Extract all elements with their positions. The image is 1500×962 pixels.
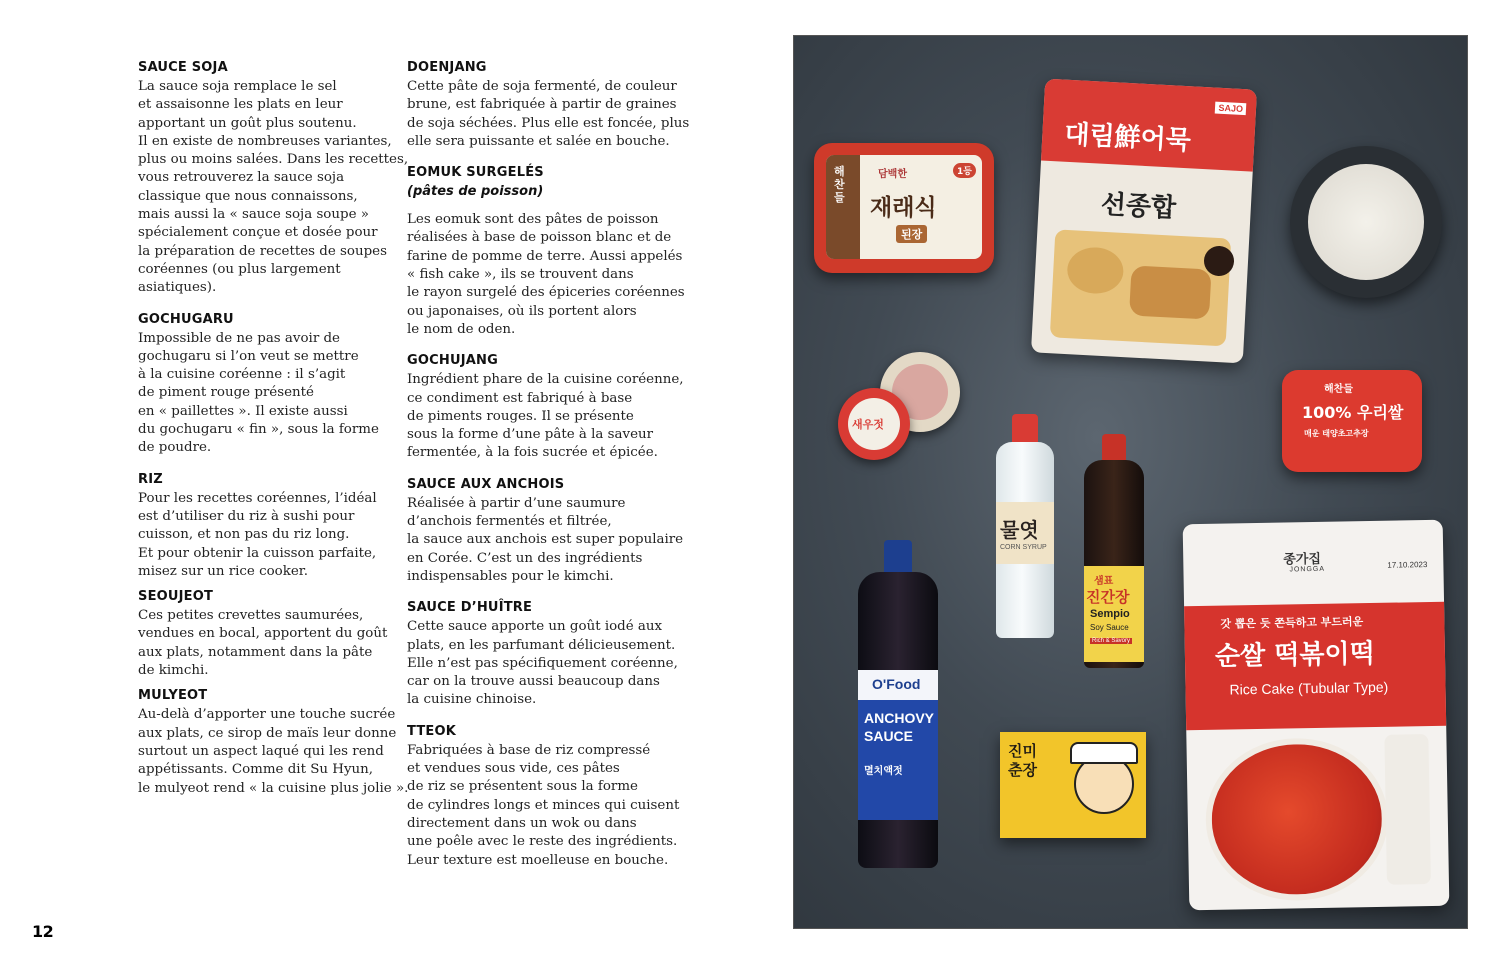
body-line: farine de pomme de terre. Aussi appelés <box>407 248 683 264</box>
body-line: surtout un aspect laqué qui les rend <box>138 743 384 759</box>
fishcake-brand: SAJO <box>1215 102 1246 116</box>
body-line: le rayon surgelé des épiceries coréennes <box>407 285 685 301</box>
body-line: du gochugaru « fin », sous la forme <box>138 422 379 438</box>
section-heading: SEOUJEOT <box>138 589 214 605</box>
body-line: de poudre. <box>138 440 212 456</box>
anchovy-sub: 멸치액젓 <box>864 766 903 777</box>
body-line: La sauce soja remplace le sel <box>138 79 337 94</box>
body-line: plats, en les parfumant délicieusement. <box>407 637 676 653</box>
body-line: vendues en bocal, apportent du goût <box>138 626 388 642</box>
soy-sauce-en: Sempio <box>1090 608 1130 620</box>
section-gochugaru <box>138 310 392 458</box>
body-line: Les eomuk sont des pâtes de poisson <box>407 212 659 228</box>
body-line: d’anchois fermentés et filtrée, <box>407 514 612 530</box>
doenjang-name: 재래식 <box>870 195 937 221</box>
body-line: la sauce aux anchois est super populaire <box>407 532 684 548</box>
doenjang-sub: 된장 <box>896 225 927 243</box>
anchovy-brand: O'Food <box>872 676 921 692</box>
body-line: de soja séchées. Plus elle est foncée, plus <box>407 115 690 131</box>
tteok-tagline: 갓 뽑은 듯 쫀득하고 부드러운 <box>1220 615 1364 631</box>
body-line: Leur texture est moelleuse en bouche. <box>407 852 669 868</box>
body-line: gochugaru si l’on veut se mettre <box>138 348 359 364</box>
body-line: aux plats, ce sirop de maïs leur donne <box>138 725 397 741</box>
section-riz <box>138 470 392 581</box>
body-line: mais aussi la « sauce soja soupe » <box>138 207 369 223</box>
body-line: la cuisine chinoise. <box>407 692 537 708</box>
body-line: Réalisée à partir d’une saumure <box>407 495 626 511</box>
body-line: aux plats, notamment dans la pâte <box>138 644 373 660</box>
body-line: cuisson, et non pas du riz long. <box>138 527 350 543</box>
body-line: appétissants. Comme dit Su Hyun, <box>138 762 374 778</box>
body-line: Ces petites crevettes saumurées, <box>138 608 364 624</box>
tteok-date: 17.10.2023 <box>1387 560 1428 570</box>
anchovy-name-1: ANCHOVY <box>864 710 935 726</box>
body-line: coréennes (ou plus largement <box>138 261 341 277</box>
section-heading: MULYEOT <box>138 688 208 704</box>
body-line: misez sur un rice cooker. <box>138 563 308 579</box>
middle-text-column <box>407 58 690 870</box>
body-line: et assaisonne les plats en leur <box>138 97 343 113</box>
body-line: directement dans un wok ou dans <box>407 815 637 831</box>
doenjang-tub <box>814 143 994 273</box>
section-sauce-anchois <box>407 475 684 586</box>
chunjang-name: 진미춘장 <box>1008 742 1037 779</box>
tteok-en: Rice Cake (Tubular Type) <box>1229 678 1389 698</box>
chunjang-box <box>1000 732 1146 838</box>
section-heading: SAUCE SOJA <box>138 60 228 75</box>
body-line: Il en existe de nombreuses variantes, <box>138 133 392 149</box>
section-mulyeot <box>138 686 409 797</box>
anchovy-sauce-bottle <box>852 540 944 870</box>
body-line: classique que nous connaissons, <box>138 188 358 204</box>
rice-bowl <box>1290 146 1442 298</box>
section-eomuk <box>407 163 685 339</box>
body-line: ou japonaises, où ils portent alors <box>407 303 637 319</box>
fishcake-bag <box>1031 79 1257 364</box>
soy-sauce-tag: Rich & Savory <box>1092 638 1131 644</box>
corn-syrup-sub: CORN SYRUP <box>1000 544 1047 551</box>
fishcake-title: 대림鮮어묵 <box>1063 119 1192 157</box>
section-heading: DOENJANG <box>407 60 487 75</box>
body-line: de kimchi. <box>138 663 209 679</box>
tteok-bag <box>1183 520 1450 910</box>
body-line: brune, est fabriquée à partir de graines <box>407 97 677 113</box>
section-heading: SAUCE D’HUÎTRE <box>407 600 533 616</box>
body-line: elle sera puissante et salée en bouche. <box>407 133 670 149</box>
fishcake-name: 선종합 <box>1100 189 1177 224</box>
section-heading: EOMUK SURGELÉS <box>407 165 544 181</box>
section-heading: GOCHUGARU <box>138 311 234 327</box>
body-line: Ingrédient phare de la cuisine coréenne, <box>407 372 684 388</box>
body-line: de piments rouges. Il se présente <box>407 408 634 424</box>
corn-syrup-name: 물엿 <box>1000 518 1039 542</box>
body-line: Cette pâte de soja fermenté, de couleur <box>407 79 677 94</box>
body-line: car on la trouve aussi beaucoup dans <box>407 674 660 690</box>
body-line: vous retrouverez la sauce soja <box>138 170 345 186</box>
body-line: est d’utiliser du riz à sushi pour <box>138 508 355 524</box>
body-line: Impossible de ne pas avoir de <box>138 330 340 346</box>
soy-sauce-name: 진간장 <box>1086 588 1130 606</box>
body-line: la préparation de recettes de soupes <box>138 243 387 259</box>
body-line: « fish cake », ils se trouvent dans <box>407 267 634 283</box>
body-line: et vendues sous vide, ces pâtes <box>407 761 620 777</box>
ingredients-photo <box>793 35 1468 929</box>
body-line: fermentée, à la fois sucrée et épicée. <box>407 445 658 461</box>
anchovy-name-2: SAUCE <box>864 728 914 744</box>
body-line: Cette sauce apporte un goût iodé aux <box>407 619 663 635</box>
body-line: à la cuisine coréenne : il s’agit <box>138 367 346 383</box>
body-line: Fabriquées à base de riz compressé <box>407 742 651 758</box>
body-line: le mulyeot rend « la cuisine plus jolie ». <box>138 780 409 796</box>
shrimp-jar-label: 새우젓 <box>852 418 884 431</box>
section-heading: TTEOK <box>407 723 457 739</box>
body-line: de piment rouge présenté <box>138 385 314 401</box>
body-line: Au-delà d’apporter une touche sucrée <box>138 707 396 723</box>
body-line: sous la forme d’une pâte à la saveur <box>407 427 654 443</box>
body-line: spécialement conçue et dosée pour <box>138 225 378 241</box>
section-heading: SAUCE AUX ANCHOIS <box>407 476 565 492</box>
body-line: une poêle avec le reste des ingrédients. <box>407 834 678 850</box>
soy-sauce-bottle <box>1080 434 1148 670</box>
soy-sauce-brand: 샘표 <box>1094 576 1114 587</box>
soy-sauce-sub: Soy Sauce <box>1090 623 1129 632</box>
body-line: Pour les recettes coréennes, l’idéal <box>138 490 377 506</box>
tteok-brand: 종가집 <box>1283 551 1322 568</box>
body-line: Elle n’est pas spécifiquement coréenne, <box>407 655 678 671</box>
tteok-name: 순쌀 떡볶이떡 <box>1214 638 1375 672</box>
section-tteok <box>407 722 679 870</box>
corn-syrup-bottle <box>990 414 1060 640</box>
section-heading: RIZ <box>138 471 163 487</box>
page-number: 12 <box>32 922 54 941</box>
section-sauce-huitre <box>407 598 679 709</box>
body-line: indispensables pour le kimchi. <box>407 568 614 584</box>
gochujang-name: 100% 우리쌀 <box>1302 403 1404 422</box>
tteok-brand-en: JONGGA <box>1289 565 1326 574</box>
body-line: de riz se présentent sous la forme <box>407 779 638 795</box>
body-line: de cylindres longs et minces qui cuisent <box>407 797 680 813</box>
body-line: le nom de oden. <box>407 321 516 337</box>
body-line: plus ou moins salées. Dans les recettes, <box>138 152 409 168</box>
gochujang-brand: 해찬들 <box>1324 384 1353 395</box>
gochujang-sub: 매운 태양초고추장 <box>1304 429 1369 438</box>
section-doenjang <box>407 58 690 151</box>
body-line: asiatiques). <box>138 280 217 296</box>
section-gochujang <box>407 351 684 462</box>
doenjang-brand: 해찬들 <box>834 165 845 204</box>
body-line: en « paillettes ». Il existe aussi <box>138 403 348 419</box>
body-line: réalisées à base de poisson blanc et de <box>407 230 672 246</box>
section-sauce-soja <box>138 58 409 298</box>
body-line: Et pour obtenir la cuisson parfaite, <box>138 545 377 561</box>
shrimp-jar <box>838 388 910 460</box>
gochujang-tub <box>1282 370 1422 472</box>
body-line: en Corée. C’est un des ingrédients <box>407 550 643 566</box>
doenjang-tagline: 담백한 <box>878 169 907 180</box>
doenjang-badge: 1등 <box>953 163 976 178</box>
left-text-column <box>138 58 409 798</box>
section-seoujeot <box>138 587 392 680</box>
section-subheading: (pâtes de poisson) <box>407 184 544 200</box>
body-line: apportant un goût plus soutenu. <box>138 115 357 131</box>
section-heading: GOCHUJANG <box>407 353 498 369</box>
body-line: ce condiment est fabriqué à base <box>407 390 633 406</box>
